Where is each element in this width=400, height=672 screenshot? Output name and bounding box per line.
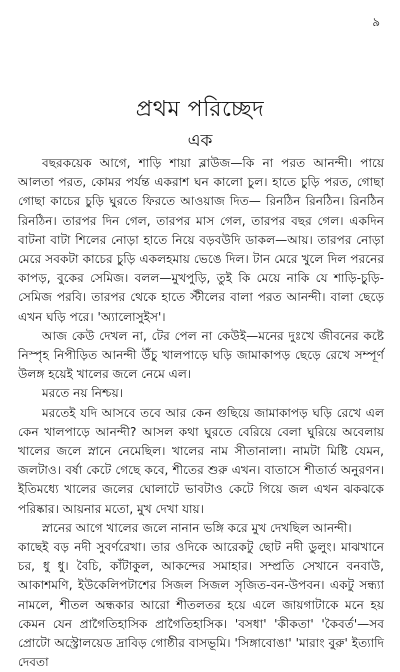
chapter-title: প্রথম পরিচ্ছেদ [135, 97, 265, 122]
paragraph-1: বছরকয়েক আগে, শাড়ি শায়া ব্লাউজ—কি না পরত আনন্দী। পায়ে আলতা পরত, কোমর পর্যন্ত একরাশ ঘন কালো চুল। হাতে চুড়ি পরত, গোছা গোছা কাচের চুড়ি ঘুরতে ফিরতে আওয়াজ দিত— রিনঠিন রিনঠিন। রিনঠিন রিনঠিন। তারপর দিন গেল, তারপর মাস গেল, তারপর বছর গেল। একদিন বাটনা বাটা শিলের নোড়া হাতে নিয়ে বড়বউদি ডাকল—আয়। তারপর নোড়া মেরে সবকটা কাচের চুড়ি একলহমায় ভেঙে দিল। টান মেরে খুলে দিল পরনের কাপড়, বুকের সেমিজ। বলল—মুখপুড়ি, তুই কি মেয়ে নাকি যে শাড়ি-চুড়ি-সেমিজ পরবি। তারপর থেকে হাতে স্টীলের বালা পরত আনন্দী। বালা ছেড়ে এখন ঘড়ি পরে। 'অ্যালোসুইস'। [18, 156, 384, 324]
paragraph-6: কাছেই বড় নদী সুবর্ণরেখা। তার ওদিকে আরেকটু ছোট নদী ডুলুং। মাঝখানে চর, ধু ধু। বৈচি, কাঁটাকুল, আকন্দের সমাহার। সম্প্রতি সেখানে বনবাউ, আকাশমণি, ইউকেলিপটাশের সিজল সিজল সৃজিত-বন-উপবন। একটু সন্ধ্যা নামলে, শীতল অন্ধকার আরো শীতলতর হয়ে এলে জায়গাটাকে মনে হয় কেমন যেন প্রাগৈতিহাসিক প্রাগৈতিহাসিক। 'বসধা' 'কীকতা' 'কৈবর্ত'—সব প্রোটো অস্ট্রোলয়েড দ্রাবিড় গোষ্ঠীর বাসভূমি। 'সিঙ্গাবোঙা' 'মারাং বুরু' ইত্যাদি দেবতা [18, 540, 384, 670]
section-title: এক [187, 131, 213, 151]
body-text-continued [18, 538, 384, 672]
paragraph-3: মরতে নয় নিশ্চয়। [42, 386, 124, 401]
paragraph-2: আজ কেউ দেখল না, টের পেল না কেউই—মনের দুঃখে জীবনের কষ্টে নিস্পৃহ নিপীড়িত আনন্দী উঁচু খালপাড়ে ঘড়ি জামাকাপড় ছেড়ে রেখে সম্পূর্ণ উলঙ্গ হয়েই খালের জলে নেমে এল। [18, 328, 384, 382]
paragraph-4: মরতেই যদি আসবে তবে আর কেন গুছিয়ে জামাকাপড় ঘড়ি রেখে এল কেন খালপাড়ে আনন্দী? আসল কথা ঘুরতে বেরিয়ে বেলা ঘুরিয়ে অবেলায় খালের জলে স্নানে নেমেছিল। খালের নাম সীতানালা। নামটা মিষ্টি যেমন, জলটাও। বর্ষা কেটে গেছে কবে, শীতের শুরু এখন। বাতাসে শীতার্ত অনুরণন। ইতিমধ্যে খালের জলের ঘোলাটে ভাবটাও কেটে গিয়ে জল এখন ঝকঝকে পরিষ্কার। আয়নার মতো, মুখ দেখা যায়। [18, 405, 384, 516]
page-number: ৯ [372, 15, 380, 29]
paragraph-5: স্নানের আগে খালের জলে নানান ভঙ্গি করে মুখ দেখছিল আনন্দী। [42, 520, 352, 535]
body-text-main [18, 154, 384, 538]
